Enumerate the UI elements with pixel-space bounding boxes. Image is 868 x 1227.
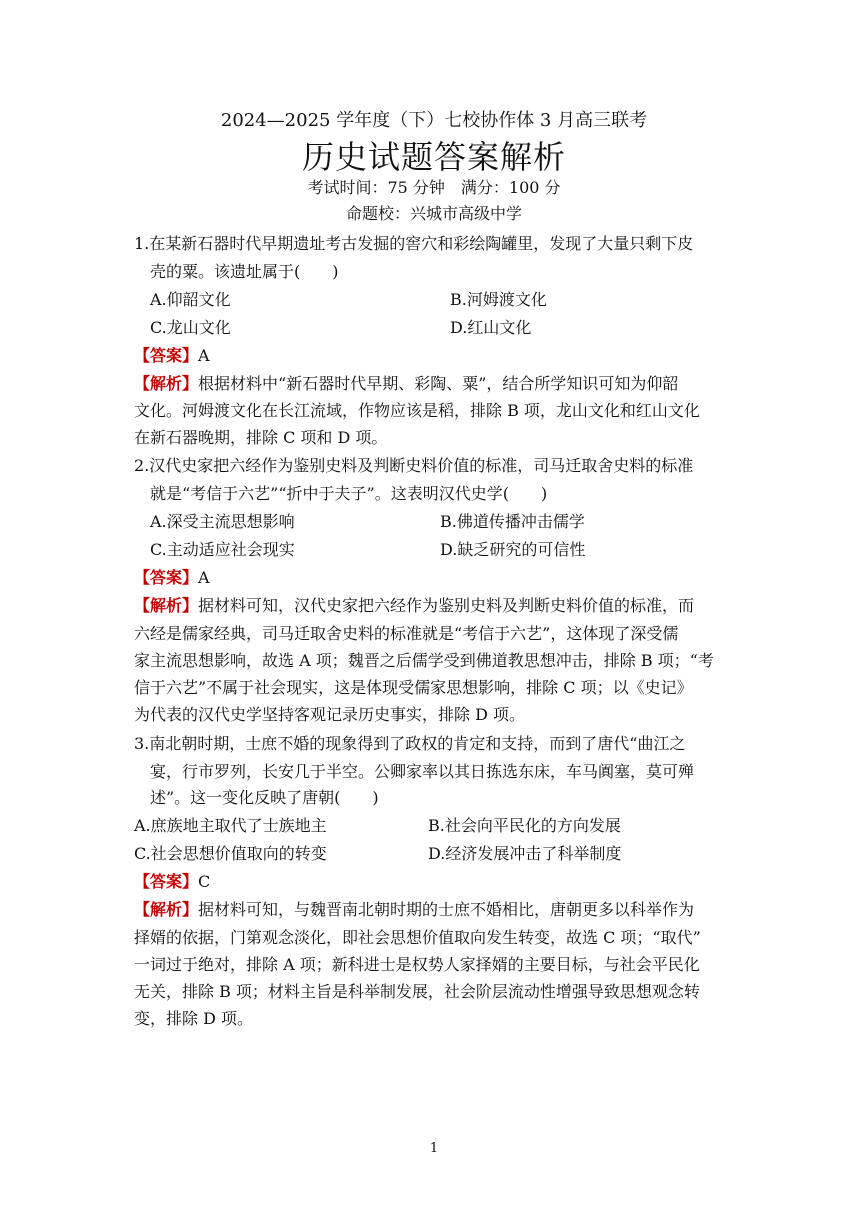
question-1-option-a: A.仰韶文化 bbox=[150, 290, 231, 309]
question-1-option-b: B.河姆渡文化 bbox=[450, 290, 547, 309]
exam-info: 考试时间：75 分钟 满分：100 分 bbox=[307, 178, 561, 197]
answer-tag: 【答案】 bbox=[134, 568, 199, 587]
question-1-option-d: D.红山文化 bbox=[450, 318, 532, 337]
question-2-option-b: B.佛道传播冲击儒学 bbox=[440, 512, 585, 531]
question-3-analysis-line-2: 择婿的依据，门第观念淡化，即社会思想价值取向发生转变，故选 C 项；“取代” bbox=[134, 928, 701, 947]
analysis-tag: 【解析】 bbox=[134, 900, 199, 919]
question-2-analysis-line-1 bbox=[134, 593, 694, 616]
question-1-analysis-line-2: 文化。河姆渡文化在长江流域，作物应该是稻，排除 B 项，龙山文化和红山文化 bbox=[134, 401, 700, 420]
answer-value: A bbox=[198, 346, 210, 365]
answer-tag: 【答案】 bbox=[134, 872, 199, 891]
analysis-text: 据材料可知，汉代史家把六经作为鉴别史料及判断史料价值的标准，而 bbox=[198, 596, 695, 615]
question-2-analysis-line-5: 为代表的汉代史学坚持客观记录历史事实，排除 D 项。 bbox=[134, 705, 526, 724]
analysis-text: 据材料可知，与魏晋南北朝时期的士庶不婚相比，唐朝更多以科举作为 bbox=[198, 900, 695, 919]
question-3-option-c: C.社会思想价值取向的转变 bbox=[134, 844, 327, 863]
analysis-text: 根据材料中“新石器时代早期、彩陶、粟”，结合所学知识可知为仰韶 bbox=[198, 374, 679, 393]
question-1-option-c: C.龙山文化 bbox=[150, 318, 231, 337]
question-1-analysis-line-1 bbox=[134, 371, 678, 394]
analysis-tag: 【解析】 bbox=[134, 596, 199, 615]
setting-school: 命题校：兴城市高级中学 bbox=[345, 204, 522, 223]
question-2-analysis-line-2: 六经是儒家经典，司马迁取舍史料的标准就是“考信于六艺”，这体现了深受儒 bbox=[134, 624, 679, 643]
question-1-stem-line-2: 壳的粟。该遗址属于( ) bbox=[150, 262, 339, 281]
question-3-analysis-line-3: 一词过于绝对，排除 A 项；新科进士是权势人家择婿的主要目标，与社会平民化 bbox=[134, 955, 700, 974]
question-2-option-d: D.缺乏研究的可信性 bbox=[440, 540, 586, 559]
answer-tag: 【答案】 bbox=[134, 346, 199, 365]
question-2-answer bbox=[134, 565, 210, 588]
question-3-analysis-line-1 bbox=[134, 897, 694, 920]
question-3-analysis-line-4: 无关，排除 B 项；材料主旨是科举制发展，社会阶层流动性增强导致思想观念转 bbox=[134, 982, 700, 1001]
question-2-option-c: C.主动适应社会现实 bbox=[150, 540, 295, 559]
question-2-analysis-line-4: 信于六艺”不属于社会现实，这是体现受儒家思想影响，排除 C 项；以《史记》 bbox=[134, 678, 693, 697]
answer-value: C bbox=[198, 872, 211, 891]
page-number: 1 bbox=[429, 1141, 439, 1156]
question-3-stem-line-1: 3.南北朝时期，士庶不婚的现象得到了政权的肯定和支持，而到了唐代“曲江之 bbox=[134, 734, 686, 753]
question-1-analysis-line-3: 在新石器晚期，排除 C 项和 D 项。 bbox=[134, 428, 388, 447]
question-3-stem-line-2: 宴，行市罗列，长安几于半空。公卿家率以其日拣选东床，车马阗塞，莫可殚 bbox=[150, 762, 695, 781]
question-3-answer bbox=[134, 869, 210, 892]
answer-value: A bbox=[198, 568, 210, 587]
question-1-stem-line-1: 1.在某新石器时代早期遗址考古发掘的窖穴和彩绘陶罐里，发现了大量只剩下皮 bbox=[134, 234, 694, 253]
question-3-stem-line-3: 述”。这一变化反映了唐朝( ) bbox=[150, 788, 379, 807]
question-1-answer bbox=[134, 343, 210, 366]
question-2-option-a: A.深受主流思想影响 bbox=[150, 512, 295, 531]
exam-header-line: 2024—2025 学年度（下）七校协作体 3 月高三联考 bbox=[220, 110, 648, 131]
analysis-tag: 【解析】 bbox=[134, 374, 199, 393]
question-2-stem-line-1: 2.汉代史家把六经作为鉴别史料及判断史料价值的标准，司马迁取舍史料的标准 bbox=[134, 456, 694, 475]
question-2-stem-line-2: 就是“考信于六艺”“折中于夫子”。这表明汉代史学( ) bbox=[150, 484, 548, 503]
question-3-analysis-line-5: 变，排除 D 项。 bbox=[134, 1009, 254, 1028]
question-2-analysis-line-3: 家主流思想影响，故选 A 项；魏晋之后儒学受到佛道教思想冲击，排除 B 项；“考 bbox=[134, 651, 714, 670]
question-3-option-d: D.经济发展冲击了科举制度 bbox=[428, 844, 622, 863]
page-title: 历史试题答案解析 bbox=[301, 138, 566, 176]
question-3-option-a: A.庶族地主取代了士族地主 bbox=[134, 816, 327, 835]
question-3-option-b: B.社会向平民化的方向发展 bbox=[428, 816, 621, 835]
